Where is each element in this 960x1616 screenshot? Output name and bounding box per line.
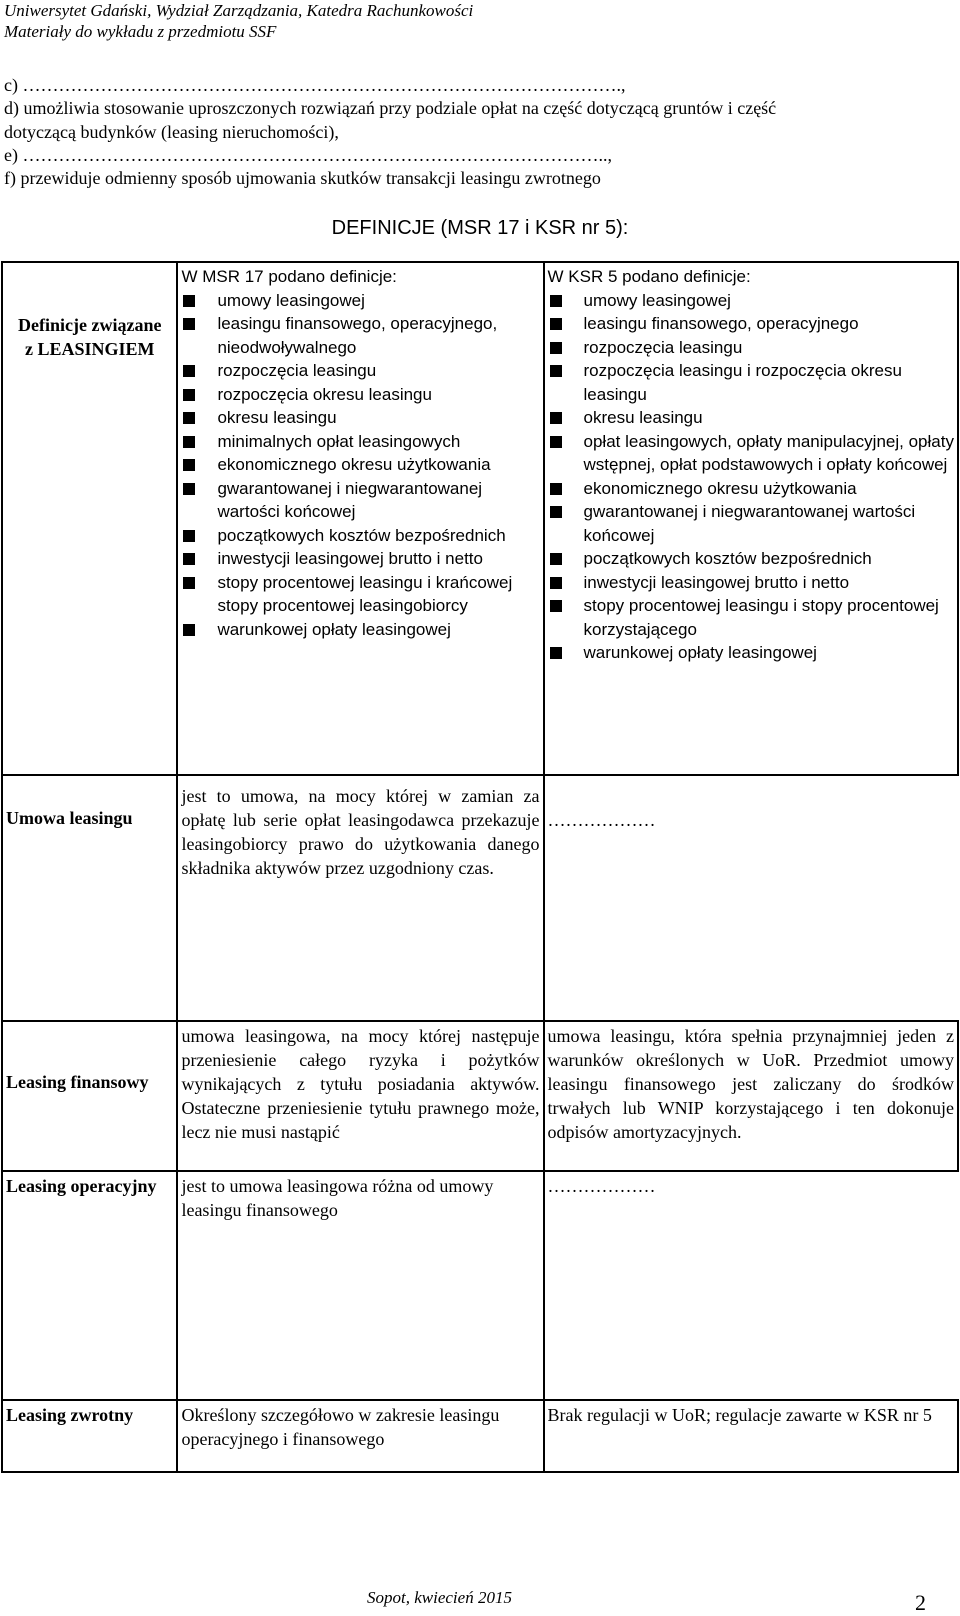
- msr-definition-item-text: ekonomicznego okresu użytkowania: [217, 455, 491, 474]
- square-bullet-icon: [183, 389, 195, 401]
- ksr-intro: W KSR 5 podano definicje:: [547, 267, 751, 286]
- square-bullet-icon: [550, 412, 562, 424]
- table-row-finansowy: [2, 1021, 958, 1171]
- header-line-university: Uniwersytet Gdański, Wydział Zarządzania, Katedra Rachunkowości: [4, 1, 474, 20]
- table-row-zwrotny: [2, 1400, 958, 1472]
- table-row-operacyjny: [2, 1171, 958, 1400]
- square-bullet-icon: [183, 577, 195, 589]
- ksr-definition-item: [548, 547, 954, 571]
- square-bullet-icon: [183, 459, 195, 471]
- msr-definition-item: [181, 430, 539, 454]
- row-label-umowa: Umowa leasingu: [2, 775, 177, 1021]
- square-bullet-icon: [183, 295, 195, 307]
- msr-definitions-cell: [177, 262, 543, 775]
- square-bullet-icon: [550, 577, 562, 589]
- msr-intro: W MSR 17 podano definicje:: [181, 267, 397, 286]
- square-bullet-icon: [550, 342, 562, 354]
- msr-definition-item: [181, 453, 539, 477]
- ksr-definition-item: [548, 406, 954, 430]
- msr-definition-item-text: stopy procentowej leasingu i krańcowej stopy procentowej leasingobiorcy: [217, 572, 513, 615]
- page-number: 2: [915, 1590, 926, 1615]
- msr-definition-item: [181, 547, 539, 571]
- ksr-definition-item: [548, 641, 954, 665]
- intro-item-c: c) ……………………………………………………………………………………….,: [4, 75, 626, 95]
- ksr-definition-item: [548, 500, 954, 547]
- ksr-definition-item-text: leasingu finansowego, operacyjnego: [583, 314, 859, 333]
- ksr-definitions-list: [548, 289, 954, 665]
- square-bullet-icon: [183, 412, 195, 424]
- intro-item-f: f) przewiduje odmienny sposób ujmowania skutków transakcji leasingu zwrotnego: [4, 168, 601, 188]
- intro-item-d-line2: dotyczącą budynków (leasing nieruchomości),: [4, 122, 339, 142]
- table-row-umowa: [2, 775, 958, 1021]
- msr-zwrotny-cell: Określony szczegółowo w zakresie leasingu operacyjnego i finansowego: [177, 1400, 543, 1472]
- row-label-operacyjny: Leasing operacyjny: [2, 1171, 177, 1400]
- square-bullet-icon: [183, 483, 195, 495]
- row-label-cell: [2, 262, 177, 775]
- msr-finansowy-cell: umowa leasingowa, na mocy której następuje przeniesienie całego ryzyka i pożytków wynikających z tytułu posiadania aktywów. Ostateczne przeniesienie tytułu prawnego może, lecz nie musi nastąpić: [177, 1021, 543, 1171]
- msr-definition-item: [181, 383, 539, 407]
- row-label-finansowy: Leasing finansowy: [2, 1021, 177, 1171]
- ksr-definition-item: [548, 594, 954, 641]
- ksr-definition-item-text: inwestycji leasingowej brutto i netto: [583, 572, 850, 592]
- square-bullet-icon: [550, 553, 562, 565]
- ksr-umowa-cell: ………………: [544, 775, 958, 1021]
- msr-definition-item-text: minimalnych opłat leasingowych: [217, 431, 461, 451]
- square-bullet-icon: [183, 553, 195, 565]
- ksr-definition-item-text: stopy procentowej leasingu i stopy procentowej korzystającego: [583, 596, 939, 639]
- msr-definition-item-text: gwarantowanej i niegwarantowanej wartości końcowej: [217, 478, 483, 521]
- row-label-line1: Definicje związane: [18, 315, 162, 335]
- square-bullet-icon: [183, 624, 195, 636]
- ksr-definitions-cell: [544, 262, 958, 775]
- msr-definition-item: [181, 289, 539, 313]
- definitions-table: [1, 261, 959, 1473]
- ksr-definition-item-text: opłat leasingowych, opłaty manipulacyjnej, opłaty wstępnej, opłat podstawowych i opłaty końcowej: [583, 431, 954, 474]
- msr-definition-item-text: leasingu finansowego, operacyjnego, nieodwoływalnego: [217, 314, 498, 357]
- msr-definition-item: [181, 406, 539, 430]
- ksr-definition-item-text: ekonomicznego okresu użytkowania: [583, 478, 857, 498]
- footer-text: Sopot, kwiecień 2015: [367, 1588, 512, 1607]
- ksr-definition-item: [548, 312, 954, 336]
- square-bullet-icon: [550, 506, 562, 518]
- ksr-finansowy-cell: umowa leasingu, która spełnia przynajmniej jeden z warunków określonych w UoR. Przedmiot umowy leasingu finansowego jest zaliczany do środków trwałych lub WNIP korzystającego i ten dokonuje odpisów amortyzacyjnych.: [544, 1021, 958, 1171]
- ksr-definition-item: [548, 571, 954, 595]
- ksr-definition-item-text: okresu leasingu: [583, 408, 703, 427]
- square-bullet-icon: [550, 365, 562, 377]
- msr-definition-item: [181, 359, 539, 383]
- ksr-definition-item: [548, 289, 954, 313]
- msr-definition-item-text: początkowych kosztów bezpośrednich: [217, 525, 506, 545]
- msr-umowa-cell: jest to umowa, na mocy której w zamian za opłatę lub serie opłat leasingodawca przekazuje leasingobiorcy prawo do użytkowania danego składnika aktywów przez uzgodniony czas.: [177, 775, 543, 1021]
- msr-definition-item-text: inwestycji leasingowej brutto i netto: [217, 549, 483, 568]
- msr-definition-item: [181, 312, 539, 359]
- ksr-operacyjny-cell: ………………: [544, 1171, 958, 1400]
- ksr-zwrotny-cell: Brak regulacji w UoR; regulacje zawarte w KSR nr 5: [544, 1400, 958, 1472]
- square-bullet-icon: [550, 600, 562, 612]
- ksr-definition-item: [548, 430, 954, 477]
- ksr-definition-item-text: gwarantowanej i niegwarantowanej wartości końcowej: [583, 502, 916, 545]
- msr-definition-item-text: warunkowej opłaty leasingowej: [217, 619, 451, 639]
- row-label-line2: z LEASINGIEM: [24, 339, 155, 359]
- square-bullet-icon: [550, 483, 562, 495]
- header-line-course: Materiały do wykładu z przedmiotu SSF: [4, 22, 277, 41]
- msr-definition-item: [181, 524, 539, 548]
- square-bullet-icon: [183, 365, 195, 377]
- ksr-definition-item-text: rozpoczęcia leasingu: [583, 337, 743, 357]
- section-title: DEFINICJE (MSR 17 i KSR nr 5):: [331, 217, 629, 239]
- msr-definition-item-text: rozpoczęcia okresu leasingu: [217, 384, 432, 404]
- square-bullet-icon: [183, 436, 195, 448]
- msr-definition-item: [181, 571, 539, 618]
- ksr-definition-item: [548, 359, 954, 406]
- square-bullet-icon: [550, 295, 562, 307]
- ksr-definition-item-text: warunkowej opłaty leasingowej: [583, 643, 817, 662]
- intro-item-d-line1: d) umożliwia stosowanie uproszczonych rozwiązań przy podziale opłat na część dotyczącą gruntów i część: [4, 98, 777, 118]
- ksr-definition-item: [548, 336, 954, 360]
- msr-definition-item-text: rozpoczęcia leasingu: [217, 361, 377, 380]
- intro-item-e: e) ……………………………………………………………………………………..,: [4, 145, 612, 165]
- square-bullet-icon: [550, 647, 562, 659]
- msr-definition-item-text: umowy leasingowej: [217, 290, 365, 310]
- square-bullet-icon: [550, 436, 562, 448]
- square-bullet-icon: [183, 318, 195, 330]
- msr-definition-item-text: okresu leasingu: [217, 408, 337, 427]
- square-bullet-icon: [550, 318, 562, 330]
- intro-item-d: [4, 96, 956, 120]
- ksr-definition-item: [548, 477, 954, 501]
- ksr-definition-item-text: rozpoczęcia leasingu i rozpoczęcia okresu leasingu: [583, 361, 902, 404]
- row-label-zwrotny: Leasing zwrotny: [2, 1400, 177, 1472]
- msr-definition-item: [181, 477, 539, 524]
- msr-definition-item: [181, 618, 539, 642]
- ksr-definition-item-text: początkowych kosztów bezpośrednich: [583, 549, 872, 568]
- square-bullet-icon: [183, 530, 195, 542]
- msr-operacyjny-cell: jest to umowa leasingowa różna od umowy leasingu finansowego: [177, 1171, 543, 1400]
- table-row-definicje: [2, 262, 958, 775]
- msr-definitions-list: [181, 289, 539, 642]
- ksr-definition-item-text: umowy leasingowej: [583, 290, 731, 310]
